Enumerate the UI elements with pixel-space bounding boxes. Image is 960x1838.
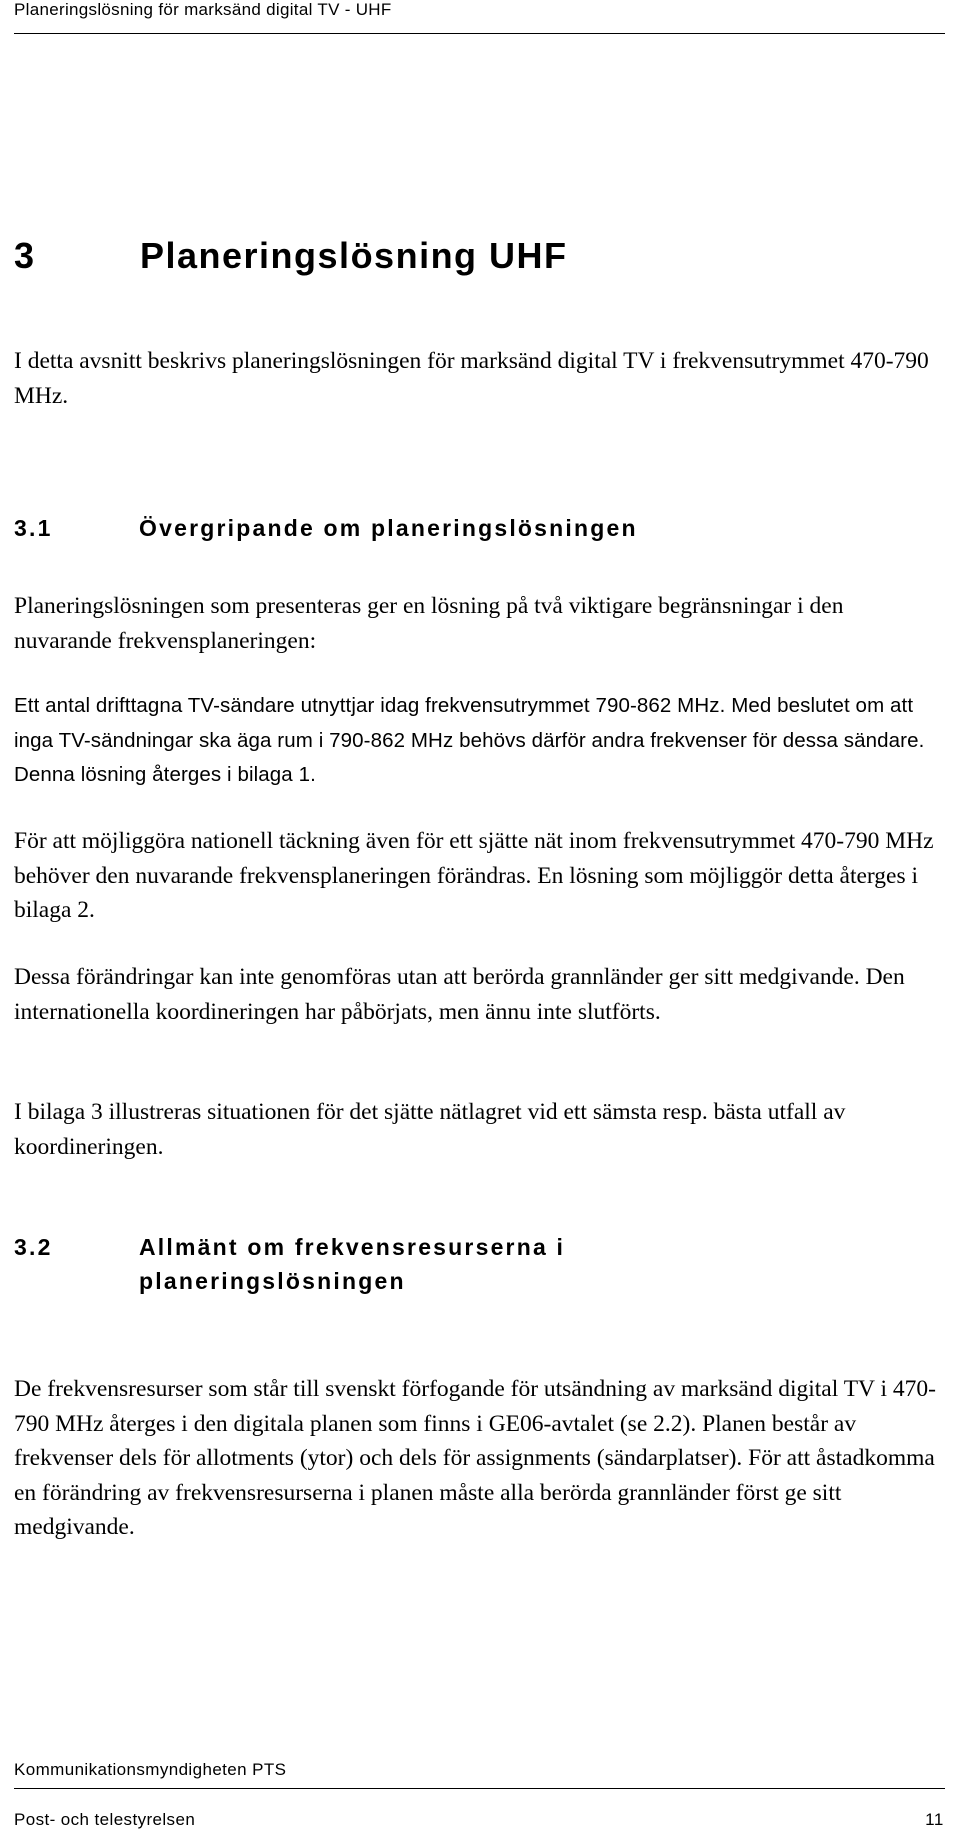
running-header-title: Planeringslösning för marksänd digital TV - UHF [14, 0, 392, 19]
header-divider [14, 33, 945, 34]
section-title-3-1: Övergripande om planeringslösningen [139, 515, 638, 541]
page-number: 11 [925, 1810, 944, 1829]
section-3-1-paragraph-2: Ett antal drifttagna TV-sändare utnyttjar idag frekvensutrymmet 790-862 MHz. Med beslutet om att inga TV-sändningar ska äga rum i 790-862 MHz behövs därför andra frekvenser för dessa sändare. Denna lösning återges i bilaga 1. [14, 694, 925, 786]
section-heading-3-1 [14, 511, 699, 545]
section-3-1-paragraph-1: Planeringslösningen som presenteras ger en lösning på två viktigare begränsningar i den nuvarande frekvensplaneringen: [14, 593, 844, 654]
chapter-intro-paragraph: I detta avsnitt beskrivs planeringslösningen för marksänd digital TV i frekvensutrymmet 470-790 MHz. [14, 348, 929, 409]
section-title-3-2: Allmänt om frekvensresurserna i planeringslösningen [139, 1234, 566, 1294]
footer-divider [14, 1788, 945, 1789]
section-3-1-paragraph-5: I bilaga 3 illustreras situationen för det sjätte nätlagret vid ett sämsta resp. bästa utfall av koordineringen. [14, 1099, 846, 1160]
chapter-title: Planeringslösning UHF [140, 235, 568, 276]
footer-organization: Kommunikationsmyndigheten PTS [14, 1760, 287, 1779]
section-3-1-paragraph-3: För att möjliggöra nationell täckning även för ett sjätte nät inom frekvensutrymmet 470-790 MHz behöver den nuvarande frekvensplaneringen förändras. En lösning som möjliggör detta återges i bilaga 2. [14, 828, 934, 923]
running-header [0, 0, 960, 28]
section-3-2-paragraph-1: De frekvensresurser som står till svenskt förfogande för utsändning av marksänd digital TV i 470-790 MHz återges i den digitala planen som finns i GE06-avtalet (se 2.2). Planen består av frekvenser dels för allotments (ytor) och dels för assignments (sändarplatser). För att åstadkomma en förändring av frekvensresurserna i planen måste alla berörda grannländer först ge sitt medgivande. [14, 1376, 936, 1540]
section-number-3-2: 3.2 [14, 1234, 53, 1260]
section-heading-3-2 [14, 1230, 699, 1298]
section-3-1-paragraph-4: Dessa förändringar kan inte genomföras utan att berörda grannländer ger sitt medgivande. Den internationella koordineringen har påbörjats, men ännu inte slutförts. [14, 964, 905, 1025]
chapter-heading [14, 234, 568, 278]
section-number-3-1: 3.1 [14, 515, 53, 541]
footer-subtitle: Post- och telestyrelsen [14, 1810, 196, 1829]
chapter-number: 3 [14, 235, 36, 276]
